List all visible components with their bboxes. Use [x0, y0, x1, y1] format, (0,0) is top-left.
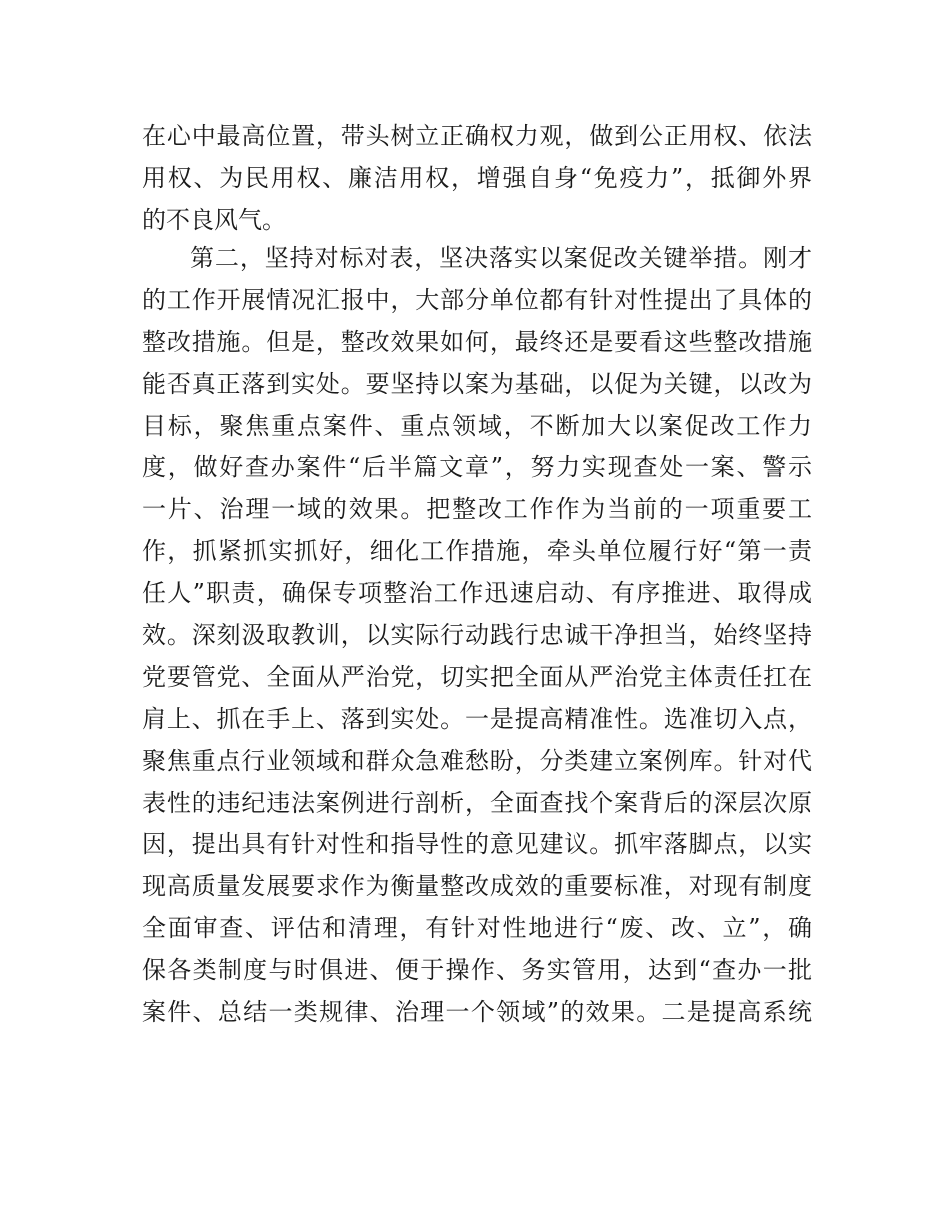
paragraph-line: 作，抓紧抓实抓好，细化工作措施，牵头单位履行好“第一责	[142, 537, 812, 566]
paragraph-line: 因，提出具有针对性和指导性的意见建议。抓牢落脚点，以实	[142, 830, 812, 859]
paragraph-line: 效。深刻汲取教训，以实际行动践行忠诚干净担当，始终坚持	[142, 621, 812, 650]
paragraph-line: 案件、总结一类规律、治理一个领域”的效果。二是提高系统	[142, 998, 812, 1027]
paragraph-line: 目标，聚焦重点案件、重点领域，不断加大以案促改工作力	[142, 411, 812, 440]
paragraph-line: 的工作开展情况汇报中，大部分单位都有针对性提出了具体的	[142, 285, 812, 314]
paragraph-line: 肩上、抓在手上、落到实处。一是提高精准性。选准切入点，	[142, 704, 812, 733]
paragraph-line: 保各类制度与时俱进、便于操作、务实管用，达到“查办一批	[142, 956, 812, 985]
paragraph-line: 度，做好查办案件“后半篇文章”，努力实现查处一案、警示	[142, 453, 812, 482]
paragraph-1	[142, 116, 812, 242]
paragraph-2	[142, 238, 812, 1034]
paragraph-line: 能否真正落到实处。要坚持以案为基础，以促为关键，以改为	[142, 369, 812, 398]
paragraph-line: 聚焦重点行业领域和群众急难愁盼，分类建立案例库。针对代	[142, 746, 812, 775]
paragraph-line: 现高质量发展要求作为衡量整改成效的重要标准，对现有制度	[142, 872, 812, 901]
paragraph-line: 的不良风气。	[142, 205, 286, 234]
paragraph-line: 在心中最高位置，带头树立正确权力观，做到公正用权、依法	[142, 122, 812, 150]
paragraph-line: 第二，坚持对标对表，坚决落实以案促改关键举措。刚才	[190, 244, 812, 272]
paragraph-line: 党要管党、全面从严治党，切实把全面从严治党主体责任扛在	[142, 662, 812, 691]
paragraph-line: 用权、为民用权、廉洁用权，增强自身“免疫力”，抵御外界	[142, 163, 812, 192]
paragraph-line: 整改措施。但是，整改效果如何，最终还是要看这些整改措施	[142, 327, 812, 356]
paragraph-line: 表性的违纪违法案例进行剖析，全面查找个案背后的深层次原	[142, 788, 812, 817]
paragraph-line: 全面审查、评估和清理，有针对性地进行“废、改、立”，确	[142, 914, 812, 943]
paragraph-line: 任人”职责，确保专项整治工作迅速启动、有序推进、取得成	[142, 579, 812, 608]
paragraph-line: 一片、治理一域的效果。把整改工作作为当前的一项重要工	[142, 495, 812, 524]
